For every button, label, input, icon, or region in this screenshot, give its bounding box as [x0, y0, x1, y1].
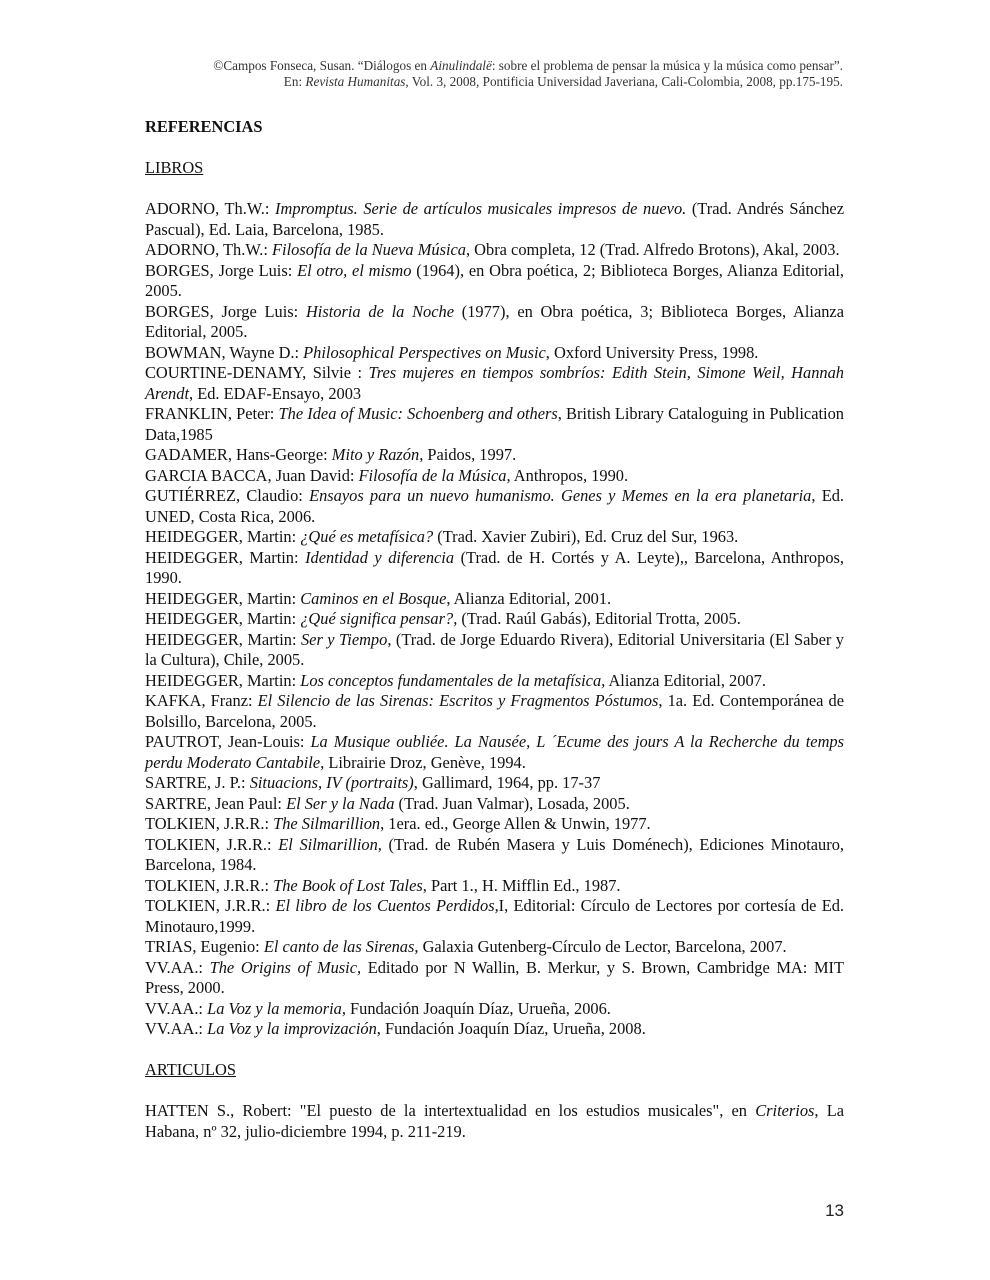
books-heading: LIBROS [145, 158, 204, 177]
reference-author: ADORNO, Th.W.: [145, 199, 276, 218]
reference-title: Impromptus. Serie de artículos musicales impresos de nuevo. [275, 199, 687, 218]
reference-author: HATTEN S., Robert: "El puesto de la intertextualidad en los estudios musicales", en [145, 1101, 756, 1120]
reference-title: Mito y Razón [331, 445, 420, 464]
reference-entry [145, 240, 844, 261]
reference-title: The Origins of Music, [209, 957, 362, 977]
reference-title: El canto de las Sirenas [263, 937, 415, 956]
reference-author: BORGES, Jorge Luis: [145, 301, 306, 321]
reference-details: , Part 1., H. Mifflin Ed., 1987. [422, 875, 621, 895]
books-list [145, 199, 844, 1040]
reference-author: GADAMER, Hans-George: [145, 445, 332, 464]
reference-author: TOLKIEN, J.R.R.: [145, 875, 274, 895]
reference-details: , 1era. ed., George Allen & Unwin, 1977. [380, 814, 651, 833]
reference-title: La Musique oubliée. La Nausée, L ´Ecume des jours A la Recherche du temps perdu Moderato Cantabile [145, 732, 844, 772]
reference-title: ¿Qué es metafísica? [300, 527, 434, 546]
reference-author: TOLKIEN, J.R.R.: [145, 834, 279, 854]
reference-title: Identidad y diferencia [305, 547, 455, 567]
reference-details: , Oxford University Press, 1998. [545, 342, 759, 362]
reference-details: (Trad. Raúl Gabás), Editorial Trotta, 2005. [457, 609, 741, 628]
reference-title: Situacions, IV (portraits) [249, 773, 414, 792]
reference-details: , (Trad. de Jorge Eduardo Rivera), Editorial Universitaria (El Saber y la Cultura), Chile, 2005. [145, 629, 844, 669]
reference-details: Anthropos, 1990. [510, 465, 629, 485]
reference-entry [145, 773, 844, 794]
articles-heading: ARTICULOS [145, 1060, 236, 1079]
reference-entry [145, 343, 844, 364]
reference-details: , British Library Cataloguing in Publication Data,1985 [145, 404, 844, 444]
reference-title: Philosophical Perspectives on Music [303, 342, 546, 362]
reference-title: Historia de la Noche [305, 301, 454, 321]
reference-details: (Trad. Juan Valmar), Losada, 2005. [394, 793, 630, 813]
reference-entry [145, 630, 844, 671]
reference-title: ¿Qué significa pensar?, [300, 609, 458, 628]
reference-details: (1964), en Obra poética, 2; Biblioteca Borges, Alianza Editorial, 2005. [145, 260, 844, 300]
reference-entry [145, 302, 844, 343]
reference-author: SARTRE, Jean Paul: [145, 793, 287, 813]
reference-title: El otro, el mismo [297, 260, 412, 280]
reference-entry [145, 486, 844, 527]
reference-author: SARTRE, J. P.: [145, 773, 250, 792]
reference-author: COURTINE-DENAMY, Silvie : [145, 363, 369, 382]
reference-details: , Obra completa, 12 (Trad. Alfredo Brotons), Akal, 2003. [465, 240, 840, 259]
reference-author: ADORNO, Th.W.: [145, 240, 273, 259]
reference-details: (Trad. Andrés Sánchez Pascual), Ed. Laia, Barcelona, 1985. [145, 199, 844, 239]
reference-details: Alianza Editorial, 2007. [605, 670, 766, 690]
reference-author: VV.AA.: [145, 1019, 208, 1038]
reference-entry [145, 1019, 844, 1040]
reference-details: , Gallimard, 1964, pp. 17-37 [413, 773, 601, 792]
reference-entry [145, 958, 844, 999]
reference-author: HEIDEGGER, Martin: [145, 670, 301, 690]
reference-details: (Trad. Xavier Zubiri), Ed. Cruz del Sur, 1963. [433, 527, 739, 546]
reference-entry [145, 589, 844, 610]
citation-header-line-1: ©Campos Fonseca, Susan. “Diálogos en Ainulindalë: sobre el problema de pensar la música y la música como pensar”. [213, 58, 843, 73]
reference-entry [145, 363, 844, 404]
reference-title: The Book of Lost Tales [273, 875, 423, 895]
reference-entry [145, 794, 844, 815]
reference-entry [145, 937, 844, 958]
reference-author: HEIDEGGER, Martin: [145, 527, 301, 546]
reference-entry [145, 199, 844, 240]
reference-author: HEIDEGGER, Martin: [145, 629, 301, 649]
reference-details: , 1a. Ed. Contemporánea de Bolsillo, Barcelona, 2005. [145, 691, 844, 731]
reference-details: , Galaxia Gutenberg-Círculo de Lector, Barcelona, 2007. [414, 937, 787, 956]
reference-title: El Silencio de las Sirenas: Escritos y Fragmentos Póstumos [257, 691, 659, 710]
reference-title: El Ser y la Nada [286, 793, 395, 813]
articles-list [145, 1101, 844, 1142]
reference-entry [145, 999, 844, 1020]
reference-entry [145, 527, 844, 548]
reference-entry [145, 1101, 844, 1142]
citation-header-line-2: En: Revista Humanitas, Vol. 3, 2008, Pontificia Universidad Javeriana, Cali-Colombia, 2008, pp.175-195. [283, 74, 843, 89]
reference-details: , Fundación Joaquín Díaz, Urueña, 2006. [341, 998, 611, 1018]
reference-entry [145, 548, 844, 589]
reference-author: TOLKIEN, J.R.R.: [145, 814, 274, 833]
reference-details: (Trad. de H. Cortés y A. Leyte),, Barcelona, Anthropos, 1990. [145, 547, 844, 587]
reference-author: VV.AA.: [145, 998, 208, 1018]
reference-author: KAFKA, Franz: [145, 691, 258, 710]
reference-title: El Silmarillion, [278, 834, 382, 854]
reference-entry [145, 445, 844, 466]
page-number: 13 [825, 1201, 844, 1220]
reference-details: (1977), en Obra poética, 3; Biblioteca Borges, Alianza Editorial, 2005. [145, 301, 844, 341]
section-title: REFERENCIAS [145, 117, 263, 136]
reference-author: BORGES, Jorge Luis: [145, 260, 298, 280]
reference-details: , Ed. UNED, Costa Rica, 2006. [145, 486, 845, 526]
reference-author: GUTIÉRREZ, Claudio: [145, 486, 310, 505]
reference-title: Tres mujeres en tiempos sombríos: Edith Stein, Simone Weil, Hannah Arendt [145, 363, 844, 403]
reference-details: , Paidos, 1997. [419, 445, 517, 464]
reference-author: HEIDEGGER, Martin: [145, 609, 301, 628]
reference-author: HEIDEGGER, Martin: [145, 547, 306, 567]
reference-author: PAUTROT, Jean-Louis: [145, 732, 311, 751]
citation-header [100, 58, 843, 90]
references-content [145, 117, 844, 1142]
reference-title: The Silmarillion [273, 814, 381, 833]
reference-title: Ser y Tiempo [300, 629, 388, 649]
reference-entry [145, 732, 844, 773]
reference-title: Filosofía de la Música, [358, 465, 511, 485]
reference-author: BOWMAN, Wayne D.: [145, 342, 304, 362]
reference-details: Editado por N Wallin, B. Merkur, y S. Brown, Cambridge MA: MIT Press, 2000. [145, 957, 844, 997]
reference-title: Los conceptos fundamentales de la metafísica, [300, 670, 606, 690]
reference-title: Ensayos para un nuevo humanismo. Genes y Memes en la era planetaria [309, 486, 812, 505]
reference-author: TOLKIEN, J.R.R.: [145, 896, 276, 915]
reference-details: , Librairie Droz, Genève, 1994. [320, 752, 526, 772]
reference-entry [145, 835, 844, 876]
reference-details: , Ed. EDAF-Ensayo, 2003 [189, 383, 362, 403]
reference-title: Filosofía de la Nueva Música [272, 240, 466, 259]
reference-entry [145, 261, 844, 302]
reference-title: El libro de los Cuentos Perdidos, [275, 896, 499, 915]
reference-author: TRIAS, Eugenio: [145, 937, 264, 956]
reference-author: VV.AA.: [145, 957, 210, 977]
reference-title: Criterios [755, 1101, 815, 1120]
reference-author: FRANKLIN, Peter: [145, 404, 279, 423]
reference-details: I, Editorial: Círculo de Lectores por cortesía de Ed. Minotauro,1999. [145, 896, 844, 936]
reference-details: (Trad. de Rubén Masera y Luis Doménech), Ediciones Minotauro, Barcelona, 1984. [145, 834, 844, 874]
reference-title: The Idea of Music: Schoenberg and others [278, 404, 558, 423]
reference-entry [145, 896, 844, 937]
reference-entry [145, 876, 844, 897]
reference-details: , Fundación Joaquín Díaz, Urueña, 2008. [376, 1019, 646, 1038]
reference-author: HEIDEGGER, Martin: [145, 588, 301, 608]
reference-entry [145, 691, 844, 732]
reference-details: , La Habana, nº 32, julio-diciembre 1994, p. 211-219. [145, 1101, 844, 1141]
reference-entry [145, 466, 844, 487]
reference-title: La Voz y la memoria [207, 998, 342, 1018]
reference-title: Caminos en el Bosque [300, 588, 447, 608]
reference-entry [145, 609, 844, 630]
reference-entry [145, 404, 844, 445]
reference-details: , Alianza Editorial, 2001. [446, 588, 612, 608]
reference-author: GARCIA BACCA, Juan David: [145, 465, 359, 485]
reference-entry [145, 671, 844, 692]
reference-entry [145, 814, 844, 835]
reference-title: La Voz y la improvización [207, 1019, 377, 1038]
